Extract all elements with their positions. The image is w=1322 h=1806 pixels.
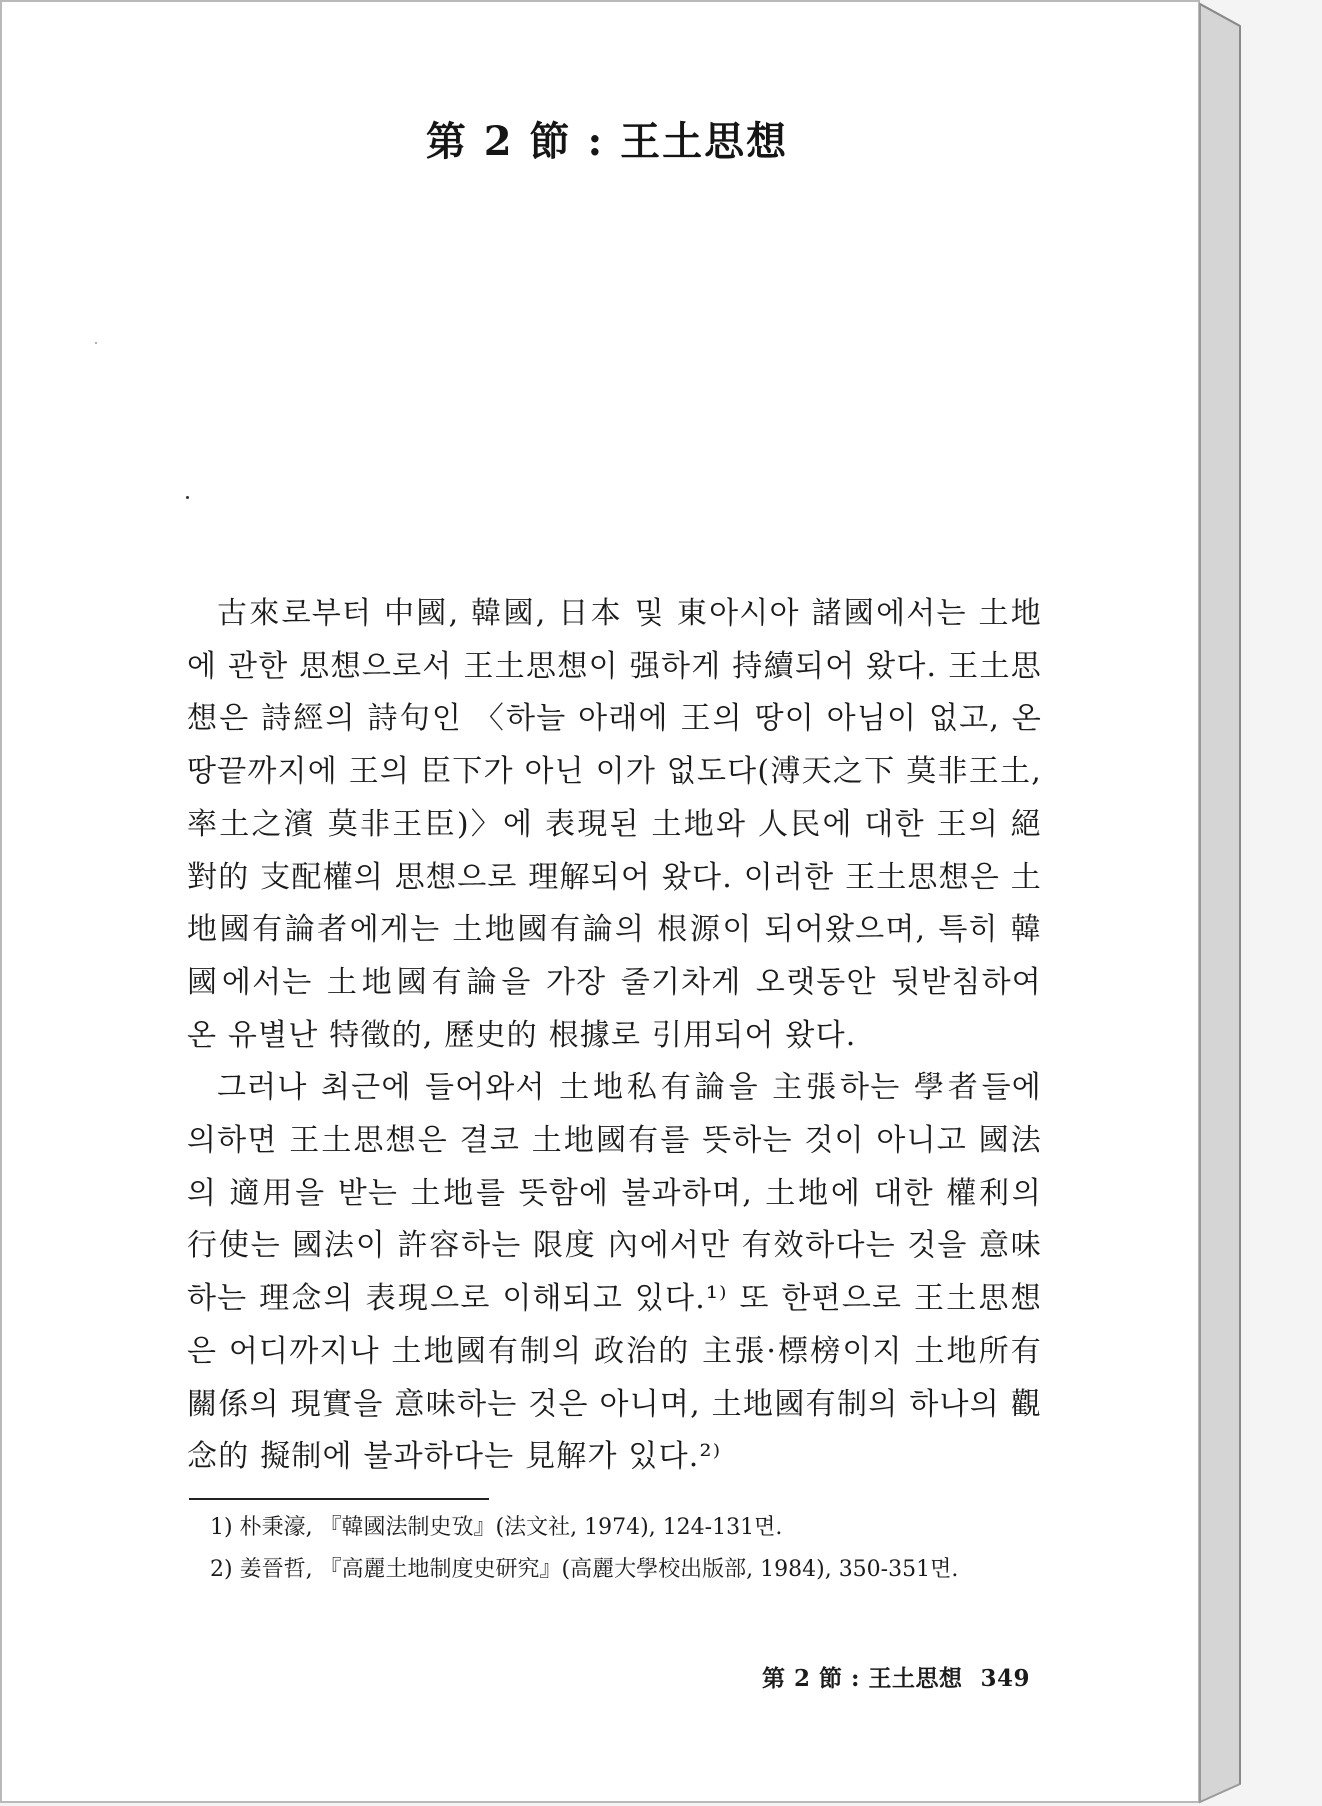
page-stack-edge-graphic bbox=[1200, 4, 1260, 1804]
section-title: 第 2 節 : 王土思想 bbox=[425, 118, 789, 165]
scan-speck bbox=[186, 496, 189, 499]
page-number: 349 bbox=[980, 1665, 1031, 1692]
body-text bbox=[187, 588, 1042, 1484]
running-footer-title: 第 2 節 : 王土思想 bbox=[762, 1665, 963, 1692]
paragraph: 古來로부터 中國, 韓國, 日本 및 東아시아 諸國에서는 土地에 관한 思想으로서 王土思想이 强하게 持續되어 왔다. 王土思想은 詩經의 詩句인 〈하늘 아래에 王의 땅이 아님이 없고, 온 땅끝까지에 王의 臣下가 아닌 이가 없도다(溥天之下 莫非王土, 率土之濱 莫非王臣)〉에 表現된 土地와 人民에 대한 王의 絕對的 支配權의 思想으로 理解되어 왔다. 이러한 王土思想은 土地國有論者에게는 土地國有論의 根源이 되어왔으며, 특히 韓國에서는 土地國有論을 가장 줄기차게 오랫동안 뒷받침하여 온 유별난 特徵的, 歷史的 根據로 引用되어 왔다. bbox=[187, 596, 1042, 1053]
footnote: 1) 朴秉濠, 『韓國法制史攷』(法文社, 1974), 124-131면. bbox=[210, 1515, 783, 1540]
footnotes bbox=[210, 1507, 1040, 1591]
footnote-separator bbox=[189, 1498, 489, 1500]
running-footer bbox=[762, 1660, 1031, 1693]
paragraph: 그러나 최근에 들어와서 土地私有論을 主張하는 學者들에 의하면 王土思想은 결코 土地國有를 뜻하는 것이 아니고 國法의 適用을 받는 土地를 뜻함에 불과하며, 土地에 대한 權利의 行使는 國法이 許容하는 限度 內에서만 有效하다는 것을 意味하는 理念의 表現으로 이해되고 있다.¹⁾ 또 한편으로 王土思想은 어디까지나 土地國有制의 政治的 主張·標榜이지 土地所有關係의 現實을 意味하는 것은 아니며, 土地國有制의 하나의 觀念的 擬制에 불과하다는 見解가 있다.²⁾ bbox=[187, 1070, 1042, 1475]
scan-speck bbox=[95, 342, 97, 344]
footnote: 2) 姜晉哲, 『高麗土地制度史研究』(高麗大學校出版部, 1984), 350-351면. bbox=[210, 1557, 959, 1582]
